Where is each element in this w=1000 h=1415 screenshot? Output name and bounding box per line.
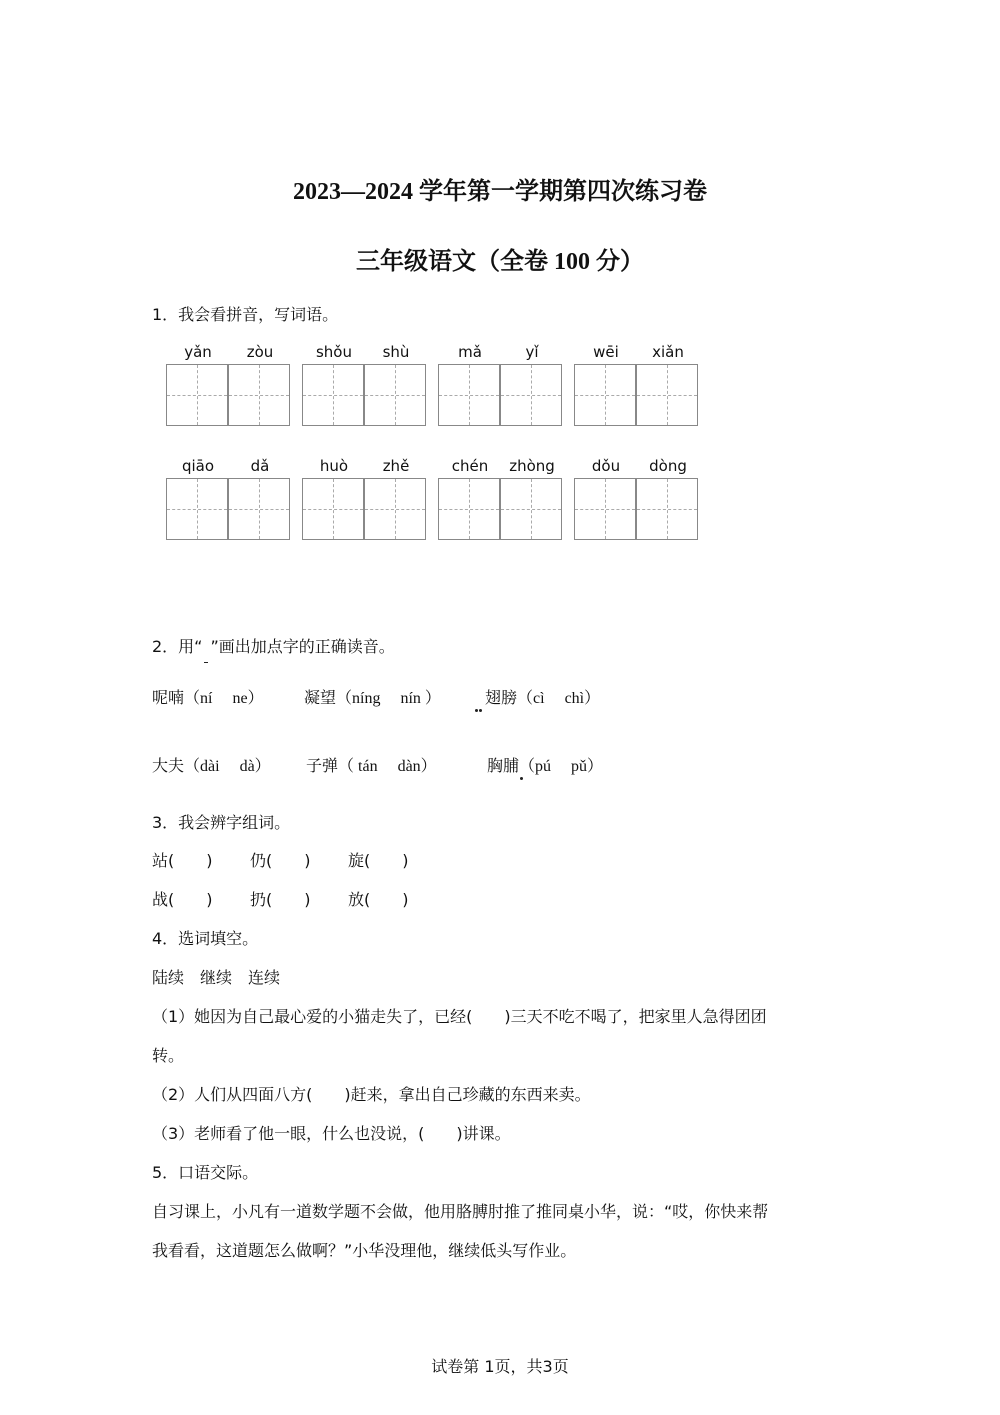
q5-text-line: 我看看，这道题怎么做啊？”小华没理他，继续低头写作业。: [152, 1241, 577, 1260]
q2-options[interactable]: （pú pǔ）: [519, 758, 604, 775]
q3-blank[interactable]: 仍( ): [250, 851, 311, 870]
pinyin-label: dǎ: [250, 457, 270, 475]
q4-prompt: 4．选词填空。: [152, 929, 259, 948]
emphasis-dot: [520, 777, 523, 780]
q2-prompt-before: 2．用“: [152, 637, 203, 656]
tian-cell[interactable]: [228, 364, 290, 426]
pinyin-label: mǎ: [458, 343, 482, 361]
q5-prompt: 5．口语交际。: [152, 1163, 259, 1182]
q3-blank[interactable]: 站( ): [152, 851, 213, 870]
q5-text-line: 自习课上，小凡有一道数学题不会做，他用胳膊肘推了推同桌小华，说：“哎，你快来帮: [152, 1202, 769, 1221]
exam-title: 2023—2024 学年第一学期第四次练习卷: [293, 179, 707, 205]
q2-item: [485, 688, 600, 709]
q2-item: [306, 756, 437, 777]
writing-grid[interactable]: [574, 364, 698, 426]
page-footer: 试卷第 1页，共3页: [431, 1357, 569, 1376]
q3-blank[interactable]: 旋( ): [348, 851, 409, 870]
q2-word: 胸脯: [487, 756, 520, 775]
q4-word-bank: 陆续 继续 连续: [152, 968, 281, 987]
tian-cell[interactable]: [636, 364, 698, 426]
writing-grid[interactable]: [438, 478, 562, 540]
emphasis-dot: [475, 709, 478, 712]
q2-options[interactable]: （dài dà）: [184, 758, 271, 775]
q2-word: 呢喃: [152, 688, 185, 707]
q2-word: 大夫: [152, 756, 185, 775]
pinyin-label: zhě: [382, 457, 410, 475]
exam-subtitle: 三年级语文（全卷 100 分）: [356, 249, 644, 275]
tian-cell[interactable]: [228, 478, 290, 540]
tian-cell[interactable]: [364, 478, 426, 540]
pinyin-label: qiāo: [181, 457, 215, 475]
q2-prompt: [152, 637, 395, 657]
writing-grid[interactable]: [438, 364, 562, 426]
pinyin-label: huò: [319, 457, 349, 475]
pinyin-label: shǒu: [315, 343, 352, 361]
tian-cell[interactable]: [574, 478, 636, 540]
pinyin-label: dòng: [649, 457, 687, 475]
pinyin-label: yǎn: [184, 343, 212, 361]
q2-item: [152, 688, 264, 709]
tian-cell[interactable]: [438, 478, 500, 540]
q1-prompt: 1．我会看拼音，写词语。: [152, 305, 339, 324]
q2-word: 翅膀: [485, 688, 518, 707]
writing-grid[interactable]: [302, 478, 426, 540]
tian-cell[interactable]: [166, 364, 228, 426]
emphasis-dot: [479, 709, 482, 712]
tian-cell[interactable]: [574, 364, 636, 426]
pinyin-label: yǐ: [525, 343, 539, 361]
pinyin-label: shù: [382, 343, 410, 361]
q4-sentence-1-cont: 转。: [152, 1046, 185, 1065]
tian-cell[interactable]: [166, 478, 228, 540]
pinyin-label: xiǎn: [652, 343, 684, 361]
tian-cell[interactable]: [636, 478, 698, 540]
writing-grid[interactable]: [166, 478, 290, 540]
q2-item: [304, 688, 441, 709]
tian-cell[interactable]: [302, 478, 364, 540]
q3-blank[interactable]: 扔( ): [250, 890, 311, 909]
q3-blank[interactable]: 放( ): [348, 890, 409, 909]
q2-item: [487, 756, 603, 777]
tian-cell[interactable]: [364, 364, 426, 426]
q4-sentence-1[interactable]: （1）她因为自己最心爱的小猫走失了，已经( )三天不吃不喝了，把家里人急得团团: [152, 1007, 767, 1026]
q2-word: 凝望: [304, 688, 337, 707]
writing-grid[interactable]: [166, 364, 290, 426]
pinyin-label: dǒu: [591, 457, 621, 475]
q2-word: 子弹: [306, 756, 339, 775]
pinyin-label: chén: [451, 457, 489, 475]
q2-options[interactable]: （ní ne）: [184, 690, 264, 707]
tian-cell[interactable]: [438, 364, 500, 426]
q3-prompt: 3．我会辨字组词。: [152, 813, 291, 832]
q2-prompt-after: ”画出加点字的正确读音。: [210, 637, 395, 656]
writing-grid[interactable]: [574, 478, 698, 540]
q2-options[interactable]: （ tán dàn）: [338, 758, 437, 775]
pinyin-label: zòu: [246, 343, 274, 361]
q2-options[interactable]: （cì chì）: [517, 690, 601, 707]
tian-cell[interactable]: [500, 478, 562, 540]
pinyin-label: zhòng: [509, 457, 555, 475]
writing-grid[interactable]: [302, 364, 426, 426]
q3-blank[interactable]: 战( ): [152, 890, 213, 909]
q4-sentence-3[interactable]: （3）老师看了他一眼，什么也没说，( )讲课。: [152, 1124, 511, 1143]
tian-cell[interactable]: [302, 364, 364, 426]
pinyin-label: wēi: [593, 343, 619, 361]
tian-cell[interactable]: [500, 364, 562, 426]
q2-item: [152, 756, 271, 777]
q2-options[interactable]: （níng nín ）: [336, 690, 441, 707]
q4-sentence-2[interactable]: （2）人们从四面八方( )赶来，拿出自己珍藏的东西来卖。: [152, 1085, 591, 1104]
